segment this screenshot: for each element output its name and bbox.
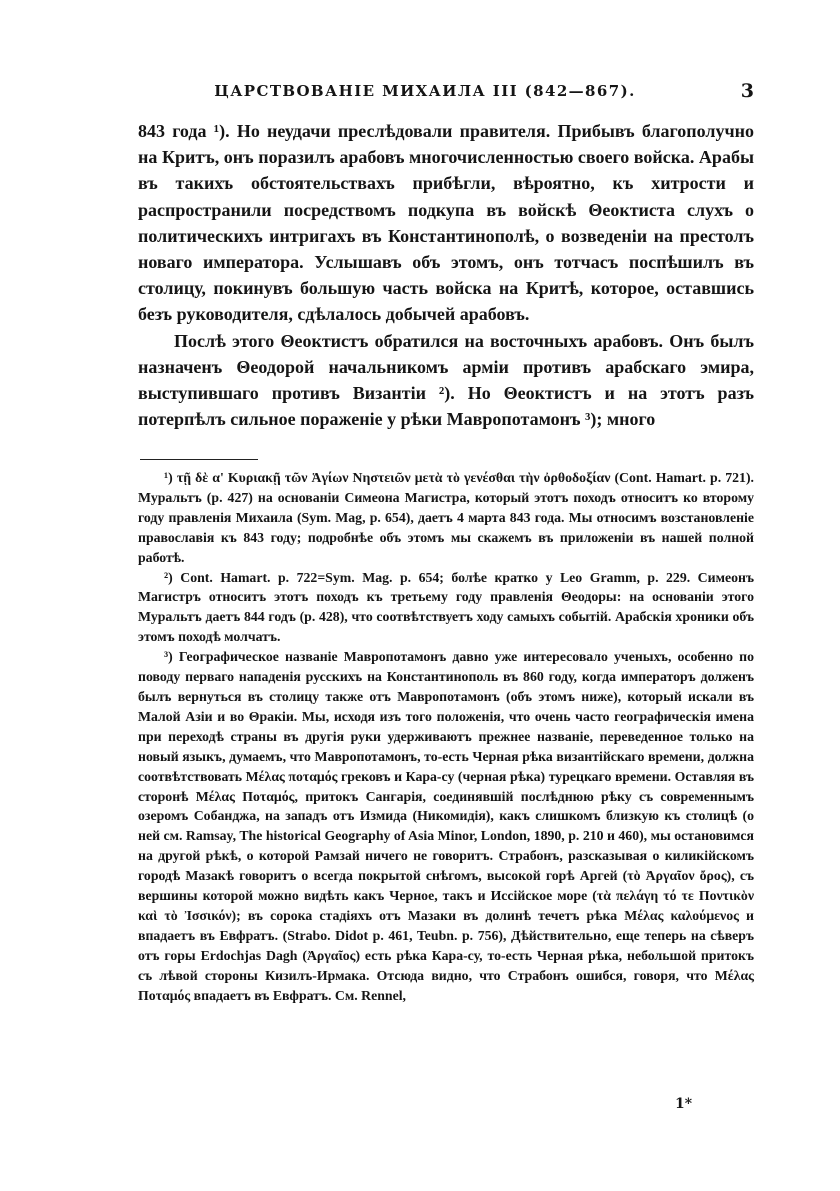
footnote-separator — [140, 459, 258, 460]
footnote-3: ³) Географическое названіе Мавропотамонъ давно уже интересовало ученыхъ, особенно по поводу перваго нападенія русскихъ на Константинополь въ 860 году, когда императоръ долженъ былъ вернуться въ столицу также отъ Мавропотамонъ (объ этомъ ниже), который искали въ Малой Азіи и во Θракіи. Мы, исходя изъ того положенія, что очень часто географическія имена при переходѣ страны въ другія руки удерживаютъ прежнее названіе, переведенное только на новый языкъ, думаемъ, что Мавропотамонъ, то-есть Черная рѣка византійскаго времени, должна соотвѣтствовать Μέλας ποταμός грековъ и Кара-су (черная рѣка) турецкаго времени. Оставляя въ сторонѣ Μέλας Ποταμός, притокъ Сангарія, соединявшій послѣднюю рѣку съ современнымъ озеромъ Собанджа, на западъ отъ Измида (Никомидія), какъ слишкомъ близкую къ столицѣ (о ней см. Ramsay, The historical Geography of Asia Minor, London, 1890, p. 210 и 460), мы остановимся на другой рѣкѣ, о которой Рамзай ничего не говоритъ. Страбонъ, разсказывая о киликійскомъ городѣ Мазакѣ говоритъ о всегда покрытой снѣгомъ, высокой горѣ Аргей (τὸ Ἀργαῖον ὄρος), съ вершины которой можно видѣть какъ Черное, такъ и Иссійское море (τὰ πελάγη τό τε Ποντικὸν καὶ τὸ Ἰσσικόν); въ сорока стадіяхъ отъ Мазаки въ долинѣ течетъ рѣка Μέλας καλούμενος и впадаетъ въ Евфратъ. (Strabo. Didot p. 461, Teubn. p. 756), Дѣйствительно, еще теперь на сѣверъ отъ горы Erdochjas Dagh (Ἀργαῖος) есть рѣка Кара-су, то-есть Черная рѣка, небольшой притокъ съ лѣвой стороны Кизилъ-Ирмака. Отсюда видно, что Страбонъ ошибся, говоря, что Μέλας Ποταμός впадаетъ въ Евфратъ. См. Rennel, — [138, 649, 754, 1003]
page-header — [136, 78, 754, 106]
paragraph: 843 года ¹). Но неудачи преслѣдовали правителя. Прибывъ благополучно на Критъ, онъ поразилъ арабовъ многочисленностью своего войска. Арабы въ такихъ обстоятельствахъ прибѣгли, вѣроятно, къ хитрости и распространили посредствомъ подкупа въ войскѣ Θеоктиста слухъ о политическихъ интригахъ въ Константинополѣ, о возведеніи на престолъ новаго императора. Услышавъ объ этомъ, онъ тотчасъ поспѣшилъ въ столицу, покинувъ большую часть войска на Критѣ, которое, оставшись безъ руководителя, сдѣлалось добычей арабовъ. — [138, 121, 754, 325]
footnotes — [138, 468, 754, 1005]
paragraph: Послѣ этого Θеоктистъ обратился на восточныхъ арабовъ. Онъ былъ назначенъ Θеодорой начальникомъ арміи противъ арабскаго эмира, выступившаго противъ Византіи ²). Но Θеоктистъ и на этотъ разъ потерпѣлъ сильное пораженіе у рѣки Мавропотамонъ ³); много — [138, 330, 754, 430]
signature-mark: 1* — [675, 1096, 693, 1112]
footnote-1: ¹) τῇ δὲ α' Κυριακῇ τῶν Ἁγίων Νηστειῶν μετὰ τὸ γενέσθαι τὴν ὀρθοδοξίαν (Cont. Hamart. p. 721). Муральтъ (p. 427) на основаніи Симеона Магистра, который этотъ походъ относитъ ко второму году правленія Михаила (Sym. Mag, p. 654), даетъ 4 марта 843 года. Мы относимъ возстановленіе православія къ 843 году; подробнѣе объ этомъ мы скажемъ въ приложеніи въ нашей полной работѣ. — [138, 470, 754, 565]
main-text — [138, 118, 754, 432]
footnote-2: ²) Cont. Hamart. p. 722=Sym. Mag. p. 654; болѣе кратко у Leo Gramm, p. 229. Симеонъ Магистръ относитъ этотъ походъ къ третьему году правленія Θеодоры: на основаніи этого Муральтъ даетъ 844 годъ (p. 428), что соотвѣтствуетъ ходу самыхъ событій. Арабскія хроники объ этомъ походѣ молчатъ. — [138, 569, 754, 645]
page-number: 3 — [740, 80, 754, 102]
running-head: ЦАРСТВОВАНІЕ МИХАИЛА III (842—867). — [214, 82, 636, 100]
